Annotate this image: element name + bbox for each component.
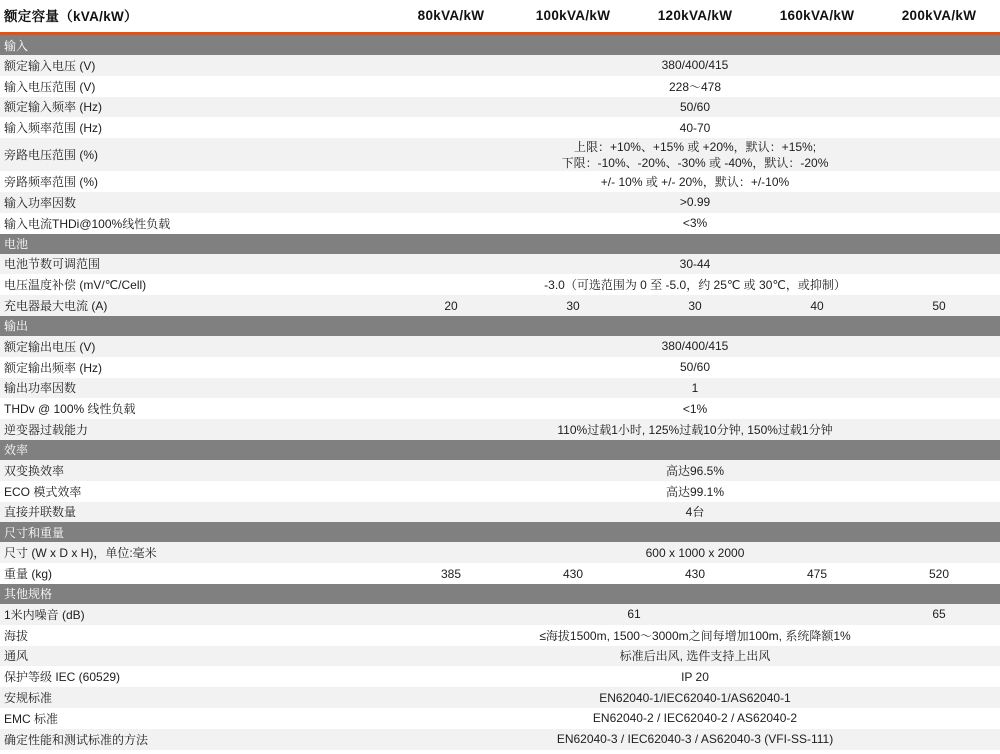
table-row bbox=[0, 117, 1000, 138]
section-header-row bbox=[0, 234, 1000, 254]
table-row bbox=[0, 666, 1000, 687]
row-value: >0.99 bbox=[390, 192, 1000, 213]
table-row bbox=[0, 502, 1000, 523]
row-label: 输出功率因数 bbox=[0, 378, 390, 399]
header-capacity-4: 160kVA/kW bbox=[756, 0, 878, 32]
row-label: 电压温度补偿 (mV/℃/Cell) bbox=[0, 274, 390, 295]
row-label: 海拔 bbox=[0, 625, 390, 646]
row-value: 30-44 bbox=[390, 254, 1000, 275]
row-label: THDv @ 100% 线性负载 bbox=[0, 398, 390, 419]
table-row bbox=[0, 481, 1000, 502]
table-row bbox=[0, 295, 1000, 316]
row-label: 通风 bbox=[0, 646, 390, 667]
section-title: 效率 bbox=[0, 440, 1000, 460]
row-value: 110%过载1小时, 125%过载10分钟, 150%过载1分钟 bbox=[390, 419, 1000, 440]
row-value: 4台 bbox=[390, 502, 1000, 523]
table-row bbox=[0, 336, 1000, 357]
row-label: 输入功率因数 bbox=[0, 192, 390, 213]
row-value: 标准后出风, 选件支持上出风 bbox=[390, 646, 1000, 667]
table-row bbox=[0, 419, 1000, 440]
table-row bbox=[0, 171, 1000, 192]
row-label: 双变换效率 bbox=[0, 460, 390, 481]
header-capacity-2: 100kVA/kW bbox=[512, 0, 634, 32]
row-value: EN62040-1/IEC62040-1/AS62040-1 bbox=[390, 687, 1000, 708]
table-row bbox=[0, 138, 1000, 171]
table-row bbox=[0, 687, 1000, 708]
row-value: <3% bbox=[390, 213, 1000, 234]
row-value: EN62040-2 / IEC62040-2 / AS62040-2 bbox=[390, 708, 1000, 729]
table-row bbox=[0, 378, 1000, 399]
row-label: 保护等级 IEC (60529) bbox=[0, 666, 390, 687]
row-value-col-5: 520 bbox=[878, 563, 1000, 584]
section-title: 尺寸和重量 bbox=[0, 522, 1000, 542]
row-value: 高达99.1% bbox=[390, 481, 1000, 502]
row-label: 旁路电压范围 (%) bbox=[0, 138, 390, 171]
section-title: 其他规格 bbox=[0, 584, 1000, 604]
table-row bbox=[0, 460, 1000, 481]
row-value-col-1: 20 bbox=[390, 295, 512, 316]
row-value: 高达96.5% bbox=[390, 460, 1000, 481]
row-label: ECO 模式效率 bbox=[0, 481, 390, 502]
row-value: 380/400/415 bbox=[390, 55, 1000, 76]
section-header-row bbox=[0, 316, 1000, 336]
row-value: ≤海拔1500m, 1500〜3000m之间每增加100m, 系统降额1% bbox=[390, 625, 1000, 646]
table-row bbox=[0, 55, 1000, 76]
row-value-multiline bbox=[390, 138, 1000, 171]
table-row bbox=[0, 398, 1000, 419]
table-row bbox=[0, 254, 1000, 275]
row-value: 50/60 bbox=[390, 97, 1000, 118]
row-label: 旁路频率范围 (%) bbox=[0, 171, 390, 192]
row-label: 充电器最大电流 (A) bbox=[0, 295, 390, 316]
row-value: 1 bbox=[390, 378, 1000, 399]
table-row bbox=[0, 563, 1000, 584]
row-value-col-3: 30 bbox=[634, 295, 756, 316]
table-row bbox=[0, 708, 1000, 729]
row-value-col-2: 430 bbox=[512, 563, 634, 584]
table-row bbox=[0, 357, 1000, 378]
header-capacity-5: 200kVA/kW bbox=[878, 0, 1000, 32]
header-capacity-label: 额定容量（kVA/kW） bbox=[0, 0, 390, 32]
table-header-row bbox=[0, 0, 1000, 32]
table-row bbox=[0, 274, 1000, 295]
row-value: 228〜478 bbox=[390, 76, 1000, 97]
section-header-row bbox=[0, 440, 1000, 460]
table-row bbox=[0, 76, 1000, 97]
row-value: 40-70 bbox=[390, 117, 1000, 138]
table-row bbox=[0, 729, 1000, 750]
row-label: 额定输出频率 (Hz) bbox=[0, 357, 390, 378]
row-value-col-4: 475 bbox=[756, 563, 878, 584]
row-value-col-3: 430 bbox=[634, 563, 756, 584]
row-label: 重量 (kg) bbox=[0, 563, 390, 584]
row-value-line1: 上限：+10%、+15% 或 +20%，默认：+15%; bbox=[573, 139, 817, 154]
row-value-right: 65 bbox=[878, 604, 1000, 625]
row-value: <1% bbox=[390, 398, 1000, 419]
row-label: 额定输入电压 (V) bbox=[0, 55, 390, 76]
row-label: 直接并联数量 bbox=[0, 502, 390, 523]
row-value-col-2: 30 bbox=[512, 295, 634, 316]
row-value: 600 x 1000 x 2000 bbox=[390, 542, 1000, 563]
table-row bbox=[0, 646, 1000, 667]
row-value-left: 61 bbox=[390, 604, 878, 625]
row-value: 380/400/415 bbox=[390, 336, 1000, 357]
section-header-row bbox=[0, 584, 1000, 604]
row-label: 尺寸 (W x D x H)，单位:毫米 bbox=[0, 542, 390, 563]
table-row bbox=[0, 213, 1000, 234]
row-label: 电池节数可调范围 bbox=[0, 254, 390, 275]
header-capacity-3: 120kVA/kW bbox=[634, 0, 756, 32]
row-label: 输入电流THDi@100%线性负载 bbox=[0, 213, 390, 234]
row-value-col-4: 40 bbox=[756, 295, 878, 316]
row-label: 额定输出电压 (V) bbox=[0, 336, 390, 357]
row-value-col-1: 385 bbox=[390, 563, 512, 584]
row-label: 额定输入频率 (Hz) bbox=[0, 97, 390, 118]
table-row bbox=[0, 625, 1000, 646]
row-value-col-5: 50 bbox=[878, 295, 1000, 316]
row-label: 输入频率范围 (Hz) bbox=[0, 117, 390, 138]
row-value: 50/60 bbox=[390, 357, 1000, 378]
section-header-row bbox=[0, 522, 1000, 542]
row-value: IP 20 bbox=[390, 666, 1000, 687]
row-value: -3.0（可选范围为 0 至 -5.0，约 25℃ 或 30℃，或抑制） bbox=[390, 274, 1000, 295]
row-label: 输入电压范围 (V) bbox=[0, 76, 390, 97]
row-value-line2: 下限：-10%、-20%、-30% 或 -40%，默认：-20% bbox=[561, 155, 829, 170]
row-label: 1米内噪音 (dB) bbox=[0, 604, 390, 625]
table-row bbox=[0, 192, 1000, 213]
row-value: +/- 10% 或 +/- 20%，默认：+/-10% bbox=[390, 171, 1000, 192]
table-row bbox=[0, 542, 1000, 563]
section-title: 电池 bbox=[0, 234, 1000, 254]
table-row bbox=[0, 604, 1000, 625]
row-label: 安规标准 bbox=[0, 687, 390, 708]
section-title: 输出 bbox=[0, 316, 1000, 336]
section-header-row bbox=[0, 35, 1000, 55]
row-label: 确定性能和测试标准的方法 bbox=[0, 729, 390, 750]
row-label: EMC 标准 bbox=[0, 708, 390, 729]
section-title: 输入 bbox=[0, 35, 1000, 55]
header-capacity-1: 80kVA/kW bbox=[390, 0, 512, 32]
row-label: 逆变器过载能力 bbox=[0, 419, 390, 440]
row-value: EN62040-3 / IEC62040-3 / AS62040-3 (VFI-SS-111) bbox=[390, 729, 1000, 750]
table-row bbox=[0, 97, 1000, 118]
